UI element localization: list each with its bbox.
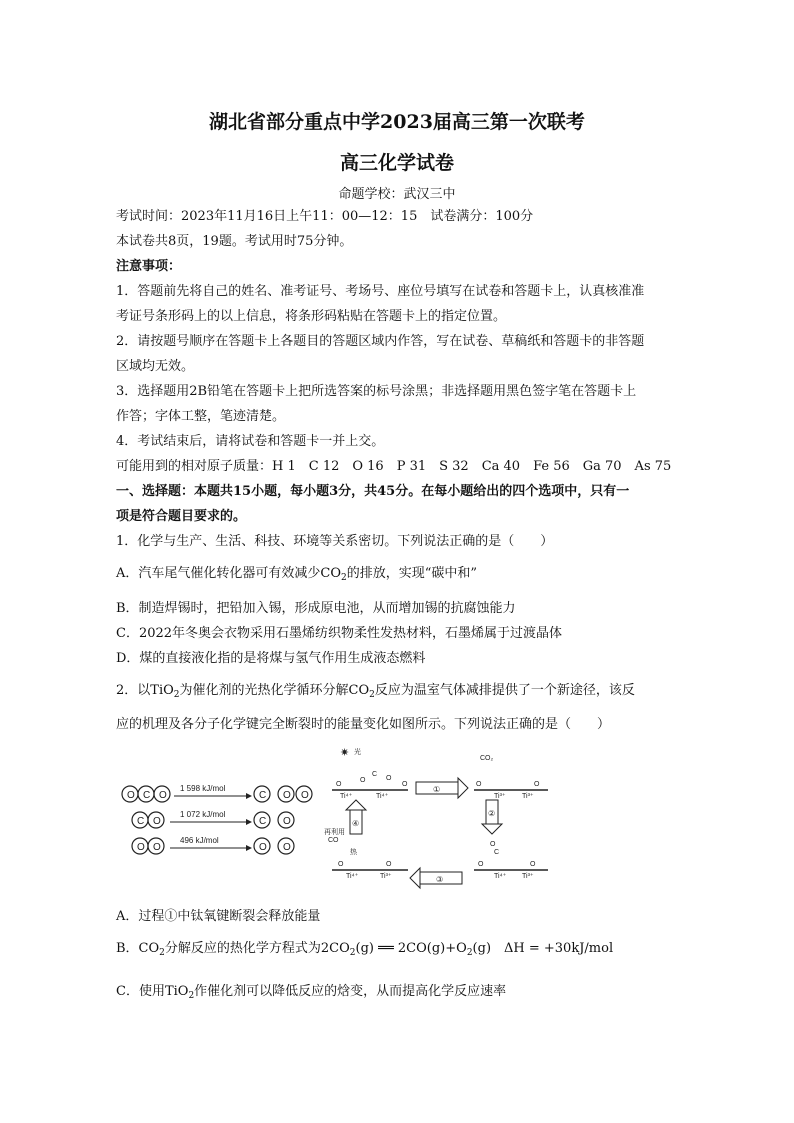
svg-text:再利用: 再利用 <box>324 829 345 836</box>
o2-bond-energy-row <box>132 836 294 854</box>
section-1-line-2: 项是符合题目要求的。 <box>116 509 247 524</box>
svg-text:Ti³⁺: Ti³⁺ <box>494 793 506 800</box>
q2-option-c: C．使用TiO$_2$作催化剂可以降低反应的焓变，从而提高化学反应速率 <box>116 984 507 1001</box>
svg-text:Ti⁴⁺: Ti⁴⁺ <box>494 873 507 880</box>
note-2-line-2: 区域均无效。 <box>116 359 195 374</box>
svg-text:O: O <box>159 790 167 801</box>
svg-text:③: ③ <box>436 875 444 884</box>
svg-text:C: C <box>372 771 378 778</box>
svg-text:CO: CO <box>328 837 339 844</box>
q2-option-b: B．$CO_2$分解反应的热化学方程式为$2CO_2(g)$ ══ $2CO(g)+O_2(g)$ ΔH = +30kJ/mol <box>116 941 614 958</box>
co-bond-energy-row <box>132 810 294 828</box>
section-1-line-1: 一、选择题：本题共15小题，每小题3分，共45分。在每小题给出的四个选项中，只有一 <box>116 484 630 499</box>
q1-option-c: C．2022年冬奥会衣物采用石墨烯纺织物柔性发热材料，石墨烯属于过渡晶体 <box>116 626 563 641</box>
q2-stem-line-2: 应的机理及各分子化学键完全断裂时的能量变化如图所示。下列说法正确的是（ ） <box>116 717 611 732</box>
notes-heading: 注意事项： <box>116 259 182 274</box>
svg-text:Ti⁴⁺: Ti⁴⁺ <box>376 793 389 800</box>
q1-option-a: A．汽车尾气催化转化器可有效减少$CO_2$的排放，实现“碳中和” <box>116 566 478 583</box>
svg-text:✷: ✷ <box>340 747 350 759</box>
q1-stem: 1．化学与生产、生活、科技、环境等关系密切。下列说法正确的是（ ） <box>116 534 554 549</box>
svg-text:O: O <box>283 790 291 801</box>
exam-pages: 本试卷共8页，19题。考试用时75分钟。 <box>116 234 353 249</box>
note-3-line-2: 作答；字体工整，笔迹清楚。 <box>116 409 286 424</box>
svg-text:④: ④ <box>352 819 360 828</box>
svg-text:O: O <box>530 861 536 868</box>
svg-text:O: O <box>490 841 496 848</box>
svg-text:C: C <box>259 790 267 801</box>
svg-text:Ti³⁺: Ti³⁺ <box>380 873 392 880</box>
svg-text:Ti⁴⁺: Ti⁴⁺ <box>346 873 359 880</box>
svg-text:O: O <box>360 777 366 784</box>
school-line: 命题学校：武汉三中 <box>338 187 456 202</box>
svg-text:1 598 kJ/mol: 1 598 kJ/mol <box>180 784 226 793</box>
svg-text:Ti³⁺: Ti³⁺ <box>522 793 534 800</box>
svg-text:C: C <box>494 849 500 856</box>
svg-text:O: O <box>153 816 161 827</box>
svg-text:496 kJ/mol: 496 kJ/mol <box>180 836 219 845</box>
svg-text:②: ② <box>488 809 496 818</box>
svg-text:O: O <box>338 861 344 868</box>
svg-text:O: O <box>137 842 145 853</box>
q1-option-d: D．煤的直接液化指的是将煤与氢气作用生成液态燃料 <box>116 651 426 666</box>
co2-bond-energy-row <box>122 784 312 802</box>
svg-text:CO₂: CO₂ <box>480 755 494 762</box>
svg-text:C: C <box>143 790 151 801</box>
note-4: 4．考试结束后，请将试卷和答题卡一并上交。 <box>116 434 385 449</box>
note-1-line-1: 1．答题前先将自己的姓名、准考证号、考场号、座位号填写在试卷和答题卡上，认真核准准 <box>116 284 645 299</box>
svg-text:热: 热 <box>350 849 357 856</box>
exam-subtitle: 高三化学试卷 <box>339 152 454 174</box>
svg-text:O: O <box>534 781 540 788</box>
svg-text:O: O <box>478 861 484 868</box>
q2-option-a: A．过程①中钛氧键断裂会释放能量 <box>116 909 321 924</box>
q2-stem-line-1: 2．以TiO$_2$为催化剂的光热化学循环分解$CO_2$反应为温室气体减排提供了一个新途径，该反 <box>116 683 635 700</box>
reaction-mechanism-figure <box>118 742 550 894</box>
svg-text:O: O <box>259 842 267 853</box>
svg-text:O: O <box>153 842 161 853</box>
svg-text:1 072 kJ/mol: 1 072 kJ/mol <box>180 810 226 819</box>
svg-text:O: O <box>402 781 408 788</box>
svg-text:O: O <box>283 816 291 827</box>
svg-text:O: O <box>476 781 482 788</box>
svg-text:O: O <box>336 781 342 788</box>
note-1-line-2: 考证号条形码上的以上信息，将条形码粘贴在答题卡上的指定位置。 <box>116 309 507 324</box>
q1-option-b: B．制造焊锡时，把铅加入锡，形成原电池，从而增加锡的抗腐蚀能力 <box>116 601 516 616</box>
svg-text:O: O <box>386 861 392 868</box>
note-2-line-1: 2．请按题号顺序在答题卡上各题目的答题区域内作答，写在试卷、草稿纸和答题卡的非答题 <box>116 334 645 349</box>
svg-text:O: O <box>283 842 291 853</box>
svg-text:O: O <box>301 790 309 801</box>
svg-text:光: 光 <box>354 749 361 756</box>
atomic-masses: 可能用到的相对原子质量：H 1 C 12 O 16 P 31 S 32 Ca 40 Fe 56 Ga 70 As 75 <box>116 459 672 474</box>
exam-title: 湖北省部分重点中学2023届高三第一次联考 <box>209 111 585 133</box>
svg-text:C: C <box>137 816 145 827</box>
exam-time: 考试时间：2023年11月16日上午11：00—12：15 试卷满分：100分 <box>116 209 534 224</box>
note-3-line-1: 3．选择题用2B铅笔在答题卡上把所选答案的标号涂黑；非选择题用黑色签字笔在答题卡上 <box>116 384 637 399</box>
svg-text:O: O <box>127 790 135 801</box>
svg-text:Ti³⁺: Ti³⁺ <box>522 873 534 880</box>
svg-text:O: O <box>386 775 392 782</box>
catalytic-cycle <box>324 747 548 888</box>
svg-text:①: ① <box>433 785 441 794</box>
svg-text:Ti⁴⁺: Ti⁴⁺ <box>340 793 353 800</box>
svg-text:C: C <box>259 816 267 827</box>
